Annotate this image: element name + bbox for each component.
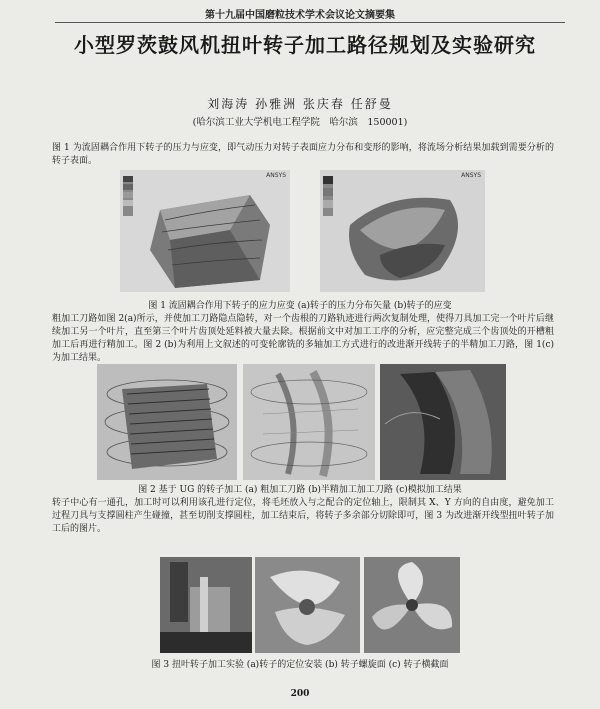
body-paragraph-1: 图 1 为流固耦合作用下转子的压力与应变，即气动压力对转子表面应力分布和变形的影响，将流场分析结果加载到需要分析的转子表面。 (52, 143, 554, 166)
body-paragraph-3: 转子中心有一通孔，加工时可以利用该孔进行定位，将毛坯放入与之配合的定位轴上，限制其 X、Y 方向的自由度，避免加工过程刀具与支撑圆柱产生碰撞，甚至切削支撑圆柱，加工结束后，将转子多余部分切除即可，图 3 为改进渐开线型扭叶转子加工后的图片。 (52, 498, 554, 534)
page-number: 200 (290, 689, 310, 699)
figure-3-caption: 图 3 扭叶转子加工实验 (a)转子的定位安装 (b) 转子螺旋面 (c) 转子横截面 (151, 660, 449, 670)
figure-1a-image (120, 170, 290, 292)
figure-3b-image (255, 557, 360, 653)
affiliation: (哈尔滨工业大学机电工程学院 哈尔滨 150001) (192, 117, 408, 128)
figure-2c-image (380, 364, 506, 480)
author-list: 刘海涛 孙雅洲 张庆春 任舒曼 (207, 97, 393, 111)
figure-2-caption: 图 2 基于 UG 的转子加工 (a) 粗加工刀路 (b)半精加工加工刀路 (c)模拟加工结果 (138, 485, 462, 495)
figure-3c-image (364, 557, 460, 653)
ansys-watermark-2: ANSYS (461, 172, 481, 179)
ansys-watermark-1: ANSYS (266, 172, 286, 179)
running-header: 第十九届中国磨粒技术学术会议论文摘要集 (205, 10, 395, 21)
figure-1b-image (320, 170, 485, 292)
body-paragraph-2: 粗加工刀路如图 2(a)所示，并使加工刀路隐点隐转，对一个齿根的刀路轨迹进行两次复制处理，使得刀具加工完一个叶片后继续加工另一个叶片，直至第三个叶片齿顶处延料被大量去除。根据前文中对加工工序的分析，应完整完成三个齿顶处的开槽粗加工后再进行精加工。图 2 (b)为利用上文叙述的可变轮廓铣的多轴加工方式进行的改进渐开线转子的半精加工刀路，图 1(c)为加工结果。 (52, 314, 554, 363)
figure-1-caption: 图 1 流固耦合作用下转子的应力应变 (a)转子的压力分布矢量 (b)转子的应变 (148, 301, 452, 311)
figure-2a-image (97, 364, 237, 480)
figure-2b-image (243, 364, 375, 480)
figure-3a-image (160, 557, 252, 653)
header-rule (55, 22, 565, 23)
paper-title: 小型罗茨鼓风机扭叶转子加工路径规划及实验研究 (74, 33, 536, 57)
